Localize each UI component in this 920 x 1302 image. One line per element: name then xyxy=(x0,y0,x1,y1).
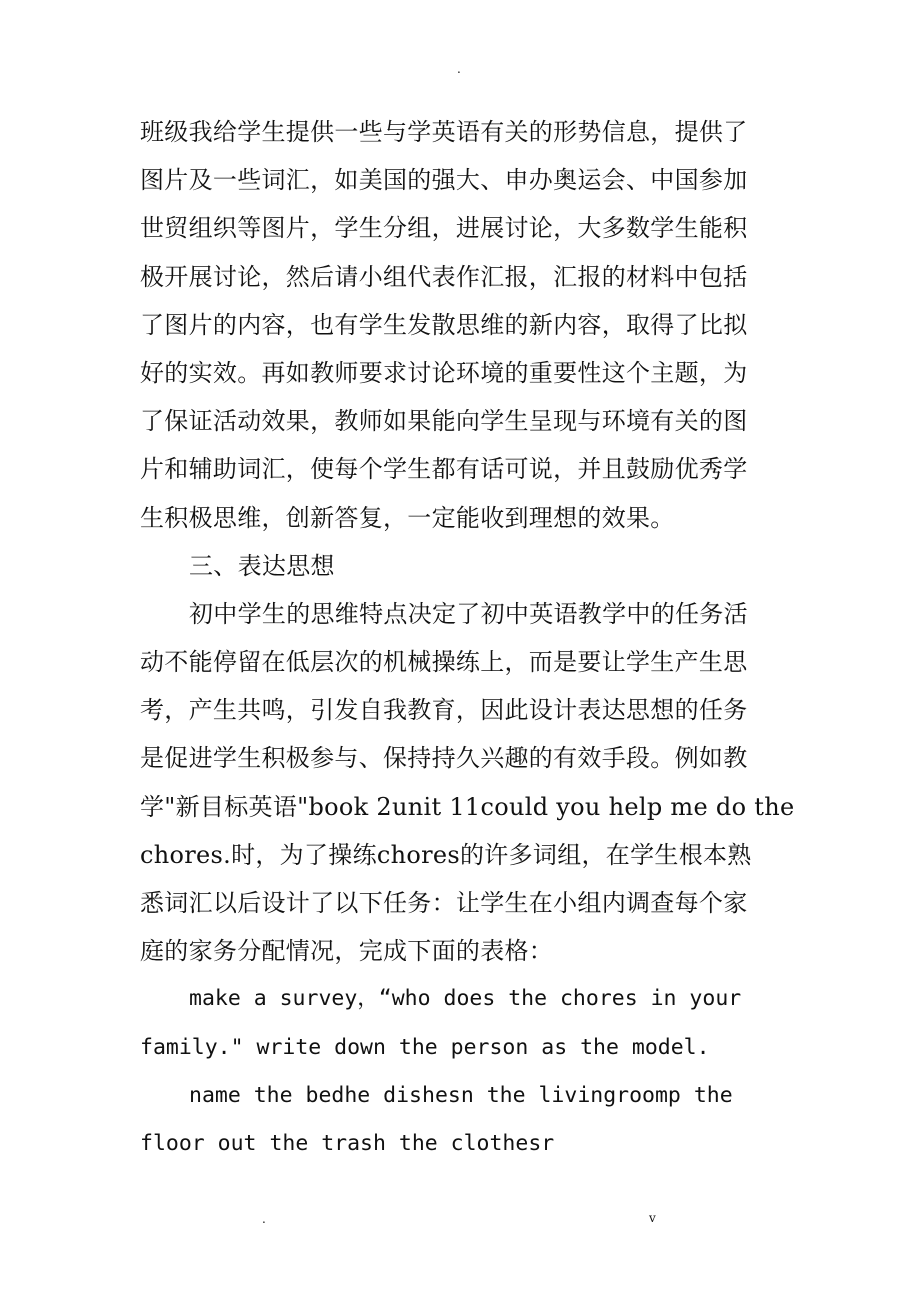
text-line: 庭的家务分配情况，完成下面的表格： xyxy=(140,937,554,966)
table-header-line: floor out the trash the clothesr xyxy=(140,1130,555,1156)
text-line: 好的实效。再如教师要求讨论环境的重要性这个主题，为 xyxy=(140,358,748,387)
footer-mark: v xyxy=(649,1211,656,1225)
survey-instruction-line: make a survey，“who does the chores in your xyxy=(189,986,742,1012)
text-line: 悉词汇以后设计了以下任务：让学生在小组内调查每个家 xyxy=(140,889,748,917)
table-header-line: name the bedhe dishesn the livingroomp the xyxy=(189,1082,733,1108)
text-line: 图片及一些词汇，如美国的强大、申办奥运会、中国参加 xyxy=(140,166,748,195)
text-line: 考，产生共鸣，引发自我教育，因此设计表达思想的任务 xyxy=(140,696,748,725)
text-line: chores.时，为了操练chores的许多词组，在学生根本熟 xyxy=(140,840,752,869)
header-dot: . xyxy=(457,62,461,76)
text-line: 是促进学生积极参与、保持持久兴趣的有效手段。例如教 xyxy=(140,744,748,773)
text-line: 学"新目标英语"book 2unit 11could you help me do the xyxy=(140,792,795,821)
footer-dot: . xyxy=(262,1212,266,1226)
text-line: 生积极思维，创新答复，一定能收到理想的效果。 xyxy=(140,503,675,532)
text-line: 世贸组织等图片，学生分组，进展讨论，大多数学生能积 xyxy=(140,214,748,243)
text-line: 了图片的内容，也有学生发散思维的新内容，取得了比拟 xyxy=(140,310,748,339)
text-line: 初中学生的思维特点决定了初中英语教学中的任务活 xyxy=(189,599,748,628)
text-line: 了保证活动效果，教师如果能向学生呈现与环境有关的图 xyxy=(140,407,748,436)
section-heading: 三、表达思想 xyxy=(189,551,335,580)
text-line: 动不能停留在低层次的机械操练上，而是要让学生产生思 xyxy=(140,648,748,677)
text-line: 片和辅助词汇，使每个学生都有话可说，并且鼓励优秀学 xyxy=(140,455,748,484)
survey-instruction-line: family." write down the person as the model. xyxy=(140,1034,710,1060)
text-line: 班级我给学生提供一些与学英语有关的形势信息，提供了 xyxy=(140,118,748,146)
document-body xyxy=(140,108,795,1168)
text-line: 极开展讨论，然后请小组代表作汇报，汇报的材料中包括 xyxy=(140,262,748,291)
